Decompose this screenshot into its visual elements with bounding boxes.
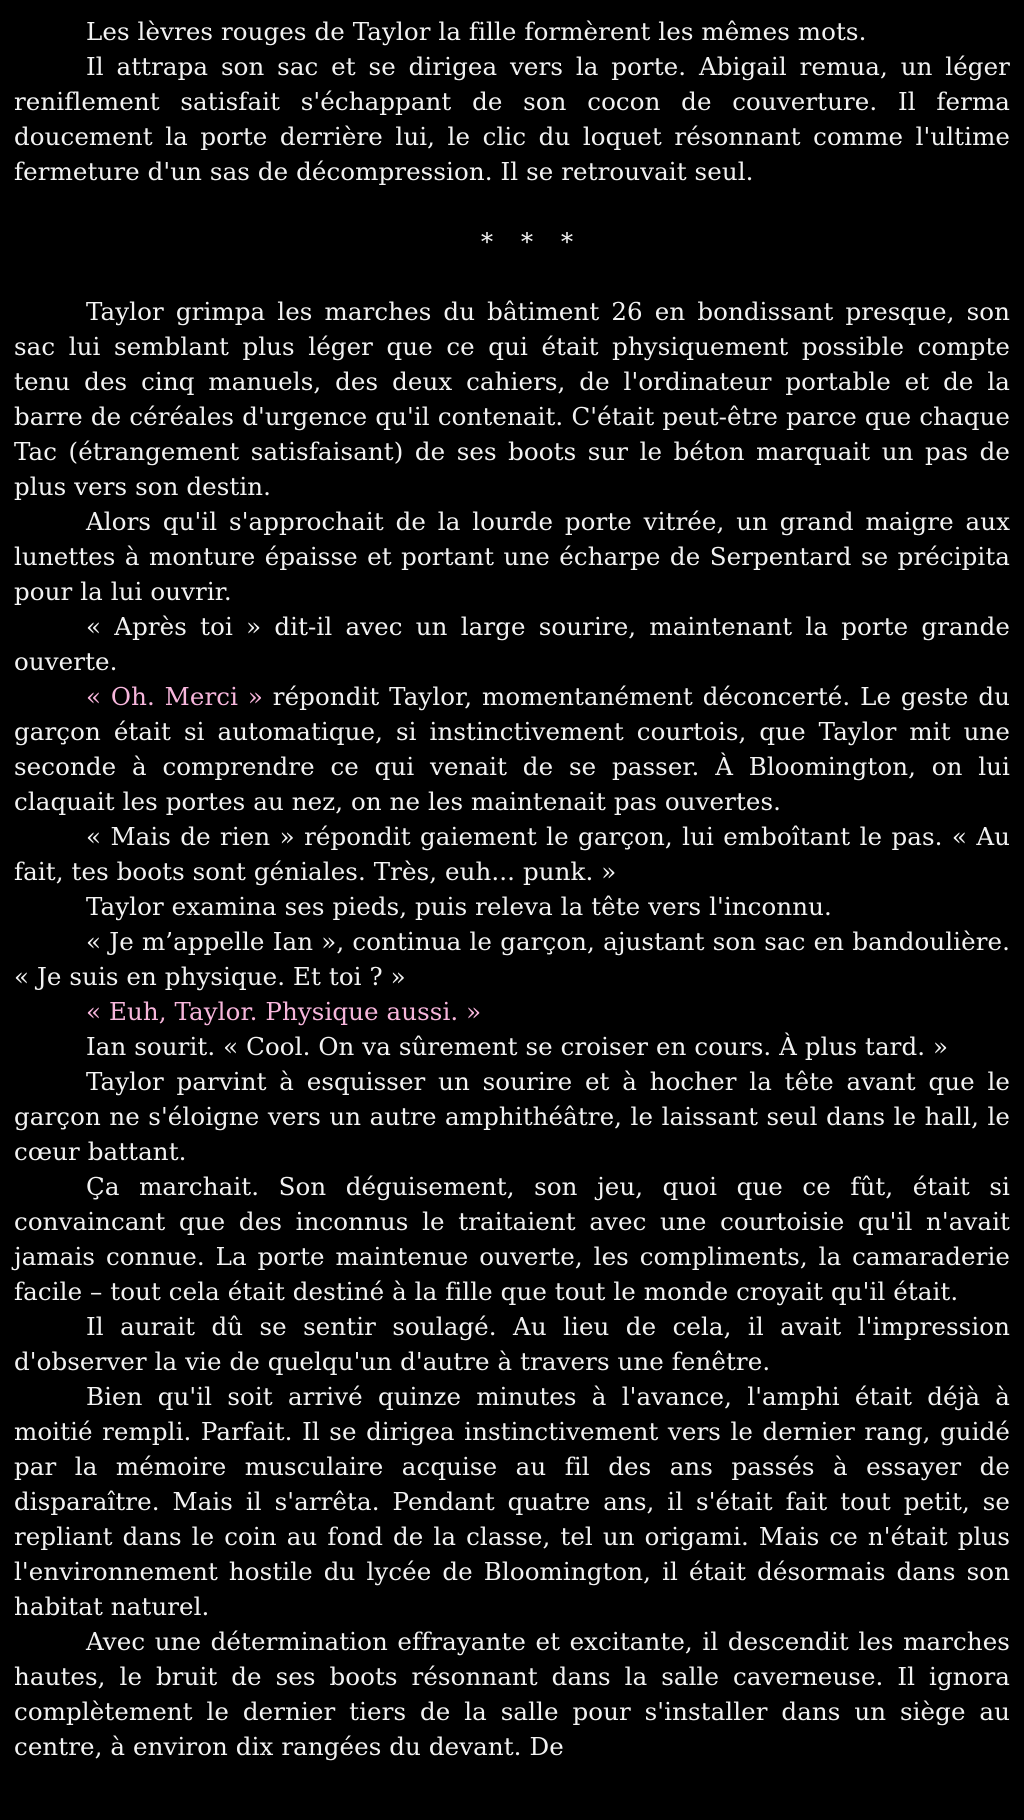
paragraph-13: Ça marchait. Son déguisement, son jeu, quoi que ce fût, était si convaincant que des inconnus le traitaient avec une courtoisie qu'il n'avait jamais connue. La porte maintenue ouverte, les compliments, la camaraderie facile – tout cela était destiné à la fille que tout le monde croyait qu'il était. bbox=[14, 1172, 1010, 1306]
paragraph-1: Les lèvres rouges de Taylor la fille formèrent les mêmes mots. bbox=[86, 17, 867, 46]
paragraph-10 bbox=[14, 994, 1010, 1029]
paragraph-14: Il aurait dû se sentir soulagé. Au lieu de cela, il avait l'impression d'observer la vie de quelqu'un d'autre à travers une fenêtre. bbox=[14, 1312, 1010, 1376]
paragraph-6 bbox=[14, 679, 1010, 819]
paragraph-9: « Je m’appelle Ian », continua le garçon, ajustant son sac en bandoulière. « Je suis en physique. Et toi ? » bbox=[14, 927, 1010, 991]
paragraph-16: Avec une détermination effrayante et excitante, il descendit les marches hautes, le bruit de ses boots résonnant dans la salle caverneuse. Il ignora complètement le dernier tiers de la salle pour s'installer dans un siège au centre, à environ dix rangées du devant. De bbox=[14, 1627, 1010, 1761]
paragraph-2: Il attrapa son sac et se dirigea vers la porte. Abigail remua, un léger reniflement satisfait s'échappant de son cocon de couverture. Il ferma doucement la porte derrière lui, le clic du loquet résonnant comme l'ultime fermeture d'un sas de décompression. Il se retrouvait seul. bbox=[14, 52, 1010, 186]
paragraph-11: Ian sourit. « Cool. On va sûrement se croiser en cours. À plus tard. » bbox=[86, 1032, 949, 1061]
paragraph-3: Taylor grimpa les marches du bâtiment 26 en bondissant presque, son sac lui semblant plus léger que ce qui était physiquement possible compte tenu des cinq manuels, des deux cahiers, de l'ordinateur portable et de la barre de céréales d'urgence qu'il contenait. C'était peut-être parce que chaque Tac (étrangement satisfaisant) de ses boots sur le béton marquait un pas de plus vers son destin. bbox=[14, 297, 1010, 501]
paragraph-5: « Après toi » dit-il avec un large sourire, maintenant la porte grande ouverte. bbox=[14, 612, 1010, 676]
highlighted-dialogue: « Euh, Taylor. Physique aussi. » bbox=[86, 997, 482, 1026]
paragraph-7: « Mais de rien » répondit gaiement le garçon, lui emboîtant le pas. « Au fait, tes boots sont géniales. Très, euh... punk. » bbox=[14, 822, 1010, 886]
paragraph-4: Alors qu'il s'approchait de la lourde porte vitrée, un grand maigre aux lunettes à monture épaisse et portant une écharpe de Serpentard se précipita pour la lui ouvrir. bbox=[14, 507, 1010, 606]
paragraph-8: Taylor examina ses pieds, puis releva la tête vers l'inconnu. bbox=[86, 892, 832, 921]
paragraph-15: Bien qu'il soit arrivé quinze minutes à l'avance, l'amphi était déjà à moitié rempli. Parfait. Il se dirigea instinctivement vers le dernier rang, guidé par la mémoire musculaire acquise au fil des ans passés à essayer de disparaître. Mais il s'arrêta. Pendant quatre ans, il s'était fait tout petit, se repliant dans le coin au fond de la classe, tel un origami. Mais ce n'était plus l'environnement hostile du lycée de Bloomington, il était désormais dans son habitat naturel. bbox=[14, 1382, 1010, 1621]
scene-break: * * * bbox=[480, 227, 584, 256]
paragraph-6-text: répondit Taylor, momentanément déconcerté. Le geste du garçon était si automatique, si instinctivement courtois, que Taylor mit une seconde à comprendre ce qui venait de se passer. À Bloomington, on lui claquait les portes au nez, on ne les maintenait pas ouvertes. bbox=[14, 682, 1010, 816]
highlighted-dialogue: « Oh. Merci » bbox=[86, 682, 263, 711]
paragraph-12: Taylor parvint à esquisser un sourire et à hocher la tête avant que le garçon ne s'éloigne vers un autre amphithéâtre, le laissant seul dans le hall, le cœur battant. bbox=[14, 1067, 1010, 1166]
